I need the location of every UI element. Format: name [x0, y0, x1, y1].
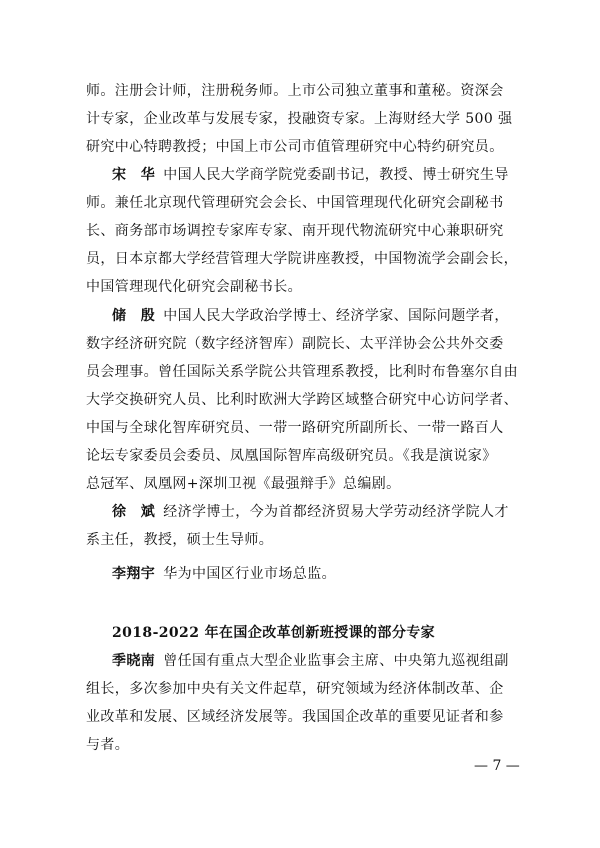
paragraph-continuation: [86, 77, 516, 161]
text-segment: 经济学博士，今为首都经济贸易大学劳动经济学院人才: [163, 504, 509, 520]
text-line: [86, 647, 516, 675]
text-line: 论坛专家委员会委员、凤凰国际智库高级研究员。《我是演说家》: [86, 448, 497, 464]
expert-name: 宋 华: [112, 167, 156, 183]
text-segment: 华为中国区行业市场总监。: [163, 566, 337, 582]
text-line: [86, 161, 516, 189]
text-line: 中国与全球化智库研究员、一带一路研究所副所长、一带一路百人: [86, 420, 504, 436]
text-segment: 曾任国有重点大型企业监事会主席、中央第九巡视组副: [163, 653, 509, 669]
text-line: [86, 560, 516, 588]
expert-name: 徐 斌: [112, 504, 156, 520]
expert-name: 储 殷: [112, 308, 156, 324]
text-line: 员，日本京都大学经营管理大学院讲座教授，中国物流学会副会长，: [86, 251, 518, 267]
text-line: 组长，多次参加中央有关文件起草，研究领域为经济体制改革、企: [86, 681, 504, 697]
text-line: 长、商务部市场调控专家库专家、南开现代物流研究中心兼职研究: [86, 223, 504, 239]
text-line: 中国管理现代化研究会副秘书长。: [86, 279, 302, 295]
text-line: [86, 498, 516, 526]
text-line: 系主任，教授，硕士生导师。: [86, 532, 274, 548]
paragraph-expert-chu-yin: [86, 302, 516, 498]
paragraph-expert-li-xiangyu: [86, 560, 516, 588]
text-segment: 中国人民大学商学院党委副书记，教授、博士研究生导: [163, 167, 509, 183]
paragraph-expert-ji-xiaonan: [86, 647, 516, 759]
page-number: — 7 —: [474, 758, 520, 774]
text-line: 业改革和发展、区域经济发展等。我国国企改革的重要见证者和参: [86, 709, 504, 725]
expert-name: 李翔宇: [112, 566, 156, 582]
text-line: 计专家，企业改革与发展专家，投融资专家。上海财经大学 500 强: [86, 111, 513, 127]
text-line: 员会理事。曾任国际关系学院公共管理系教授，比利时布鲁塞尔自由: [86, 364, 518, 380]
text-line: 总冠军、凤凰网+深圳卫视《最强辩手》总编剧。: [86, 476, 401, 492]
text-segment: 中国人民大学政治学博士、经济学家、国际问题学者，: [163, 308, 509, 324]
text-line: 研究中心特聘教授；中国上市公司市值管理研究中心特约研究员。: [86, 139, 504, 155]
text-line: [86, 302, 516, 330]
paragraph-expert-xu-bin: [86, 498, 516, 554]
text-line: 师。注册会计师，注册税务师。上市公司独立董事和董秘。资深会: [86, 83, 504, 99]
text-line: 师。兼任北京现代管理研究会会长、中国管理现代化研究会副秘书: [86, 195, 504, 211]
paragraph-expert-song-hua: [86, 161, 516, 301]
section-title: 2018-2022 年在国企改革创新班授课的部分专家: [112, 625, 436, 641]
text-line: 与者。: [86, 737, 130, 753]
text-line: 数字经济研究院（数字经济智库）副院长、太平洋协会公共外交委: [86, 336, 504, 352]
text-line: 大学交换研究人员、比利时欧洲大学跨区域整合研究中心访问学者、: [86, 392, 518, 408]
expert-name: 季晓南: [112, 653, 156, 669]
